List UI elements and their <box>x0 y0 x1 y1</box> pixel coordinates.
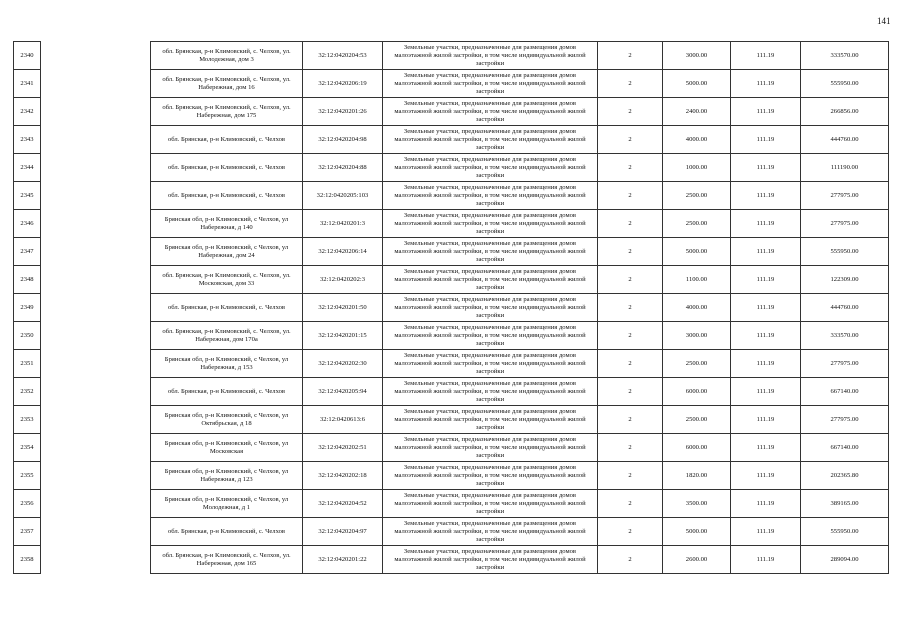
land-use-cell: Земельные участки, предназначенные для размещения домов малоэтажной жилой застройки, в том числе индивидуальной жилой застройки <box>383 322 598 350</box>
address-cell: обл. Брянская, р-н Климовский, с. Челхов <box>151 294 303 322</box>
spacer-cell <box>41 350 151 378</box>
group-cell: 2 <box>598 350 663 378</box>
area-cell: 3000.00 <box>663 322 731 350</box>
cadastral-value-cell: 333570.00 <box>801 42 889 70</box>
group-cell: 2 <box>598 322 663 350</box>
land-use-cell: Земельные участки, предназначенные для размещения домов малоэтажной жилой застройки, в том числе индивидуальной жилой застройки <box>383 546 598 574</box>
group-cell: 2 <box>598 546 663 574</box>
table-row <box>14 98 889 126</box>
row-number-cell: 2357 <box>14 518 41 546</box>
table-row <box>14 350 889 378</box>
group-cell: 2 <box>598 182 663 210</box>
area-cell: 3000.00 <box>663 42 731 70</box>
spacer-cell <box>41 378 151 406</box>
land-use-cell: Земельные участки, предназначенные для размещения домов малоэтажной жилой застройки, в том числе индивидуальной жилой застройки <box>383 434 598 462</box>
address-cell: обл. Брянская, р-н Климовский, с. Челхов <box>151 154 303 182</box>
table-row <box>14 406 889 434</box>
row-number-cell: 2347 <box>14 238 41 266</box>
cadastral-value-cell: 555950.00 <box>801 70 889 98</box>
group-cell: 2 <box>598 378 663 406</box>
group-cell: 2 <box>598 70 663 98</box>
land-use-cell: Земельные участки, предназначенные для размещения домов малоэтажной жилой застройки, в том числе индивидуальной жилой застройки <box>383 378 598 406</box>
cadastral-value-cell: 555950.00 <box>801 238 889 266</box>
cadastral-value-cell: 202365.80 <box>801 462 889 490</box>
row-number-cell: 2348 <box>14 266 41 294</box>
address-cell: обл. Брянская, р-н Климовский, с. Челхов, ул. Набережная, дом 170а <box>151 322 303 350</box>
table-row <box>14 42 889 70</box>
spacer-cell <box>41 406 151 434</box>
cadastral-value-cell: 277975.00 <box>801 350 889 378</box>
land-use-cell: Земельные участки, предназначенные для размещения домов малоэтажной жилой застройки, в том числе индивидуальной жилой застройки <box>383 518 598 546</box>
land-use-cell: Земельные участки, предназначенные для размещения домов малоэтажной жилой застройки, в том числе индивидуальной жилой застройки <box>383 182 598 210</box>
table-row <box>14 210 889 238</box>
area-cell: 1100.00 <box>663 266 731 294</box>
land-use-cell: Земельные участки, предназначенные для размещения домов малоэтажной жилой застройки, в том числе индивидуальной жилой застройки <box>383 406 598 434</box>
cadastral-number-cell: 32:12:0420204:98 <box>303 126 383 154</box>
row-number-cell: 2351 <box>14 350 41 378</box>
table-row <box>14 238 889 266</box>
cadastral-number-cell: 32:12:0420202:18 <box>303 462 383 490</box>
cadastral-number-cell: 32:12:0420205:94 <box>303 378 383 406</box>
cadastral-value-cell: 667140.00 <box>801 378 889 406</box>
row-number-cell: 2342 <box>14 98 41 126</box>
land-use-cell: Земельные участки, предназначенные для размещения домов малоэтажной жилой застройки, в том числе индивидуальной жилой застройки <box>383 350 598 378</box>
area-cell: 1820.00 <box>663 462 731 490</box>
specific-value-cell: 111.19 <box>731 182 801 210</box>
specific-value-cell: 111.19 <box>731 266 801 294</box>
address-cell: Брянская обл, р-н Климовский, с Челхов, ул Октябрьская, д 18 <box>151 406 303 434</box>
address-cell: обл. Брянская, р-н Климовский, с. Челхов <box>151 378 303 406</box>
area-cell: 6000.00 <box>663 378 731 406</box>
address-cell: Брянская обл, р-н Климовский, с Челхов, ул Молодежная, д 1 <box>151 490 303 518</box>
table-row <box>14 182 889 210</box>
group-cell: 2 <box>598 42 663 70</box>
address-cell: обл. Брянская, р-н Климовский, с. Челхов, ул. Молодежная, дом 3 <box>151 42 303 70</box>
specific-value-cell: 111.19 <box>731 490 801 518</box>
row-number-cell: 2358 <box>14 546 41 574</box>
cadastral-value-cell: 266856.00 <box>801 98 889 126</box>
row-number-cell: 2352 <box>14 378 41 406</box>
cadastral-number-cell: 32:12:0420201:50 <box>303 294 383 322</box>
group-cell: 2 <box>598 434 663 462</box>
land-use-cell: Земельные участки, предназначенные для размещения домов малоэтажной жилой застройки, в том числе индивидуальной жилой застройки <box>383 294 598 322</box>
address-cell: обл. Брянская, р-н Климовский, с. Челхов <box>151 518 303 546</box>
spacer-cell <box>41 98 151 126</box>
area-cell: 5000.00 <box>663 518 731 546</box>
row-number-cell: 2353 <box>14 406 41 434</box>
cadastral-number-cell: 32:12:0420201:22 <box>303 546 383 574</box>
cadastral-number-cell: 32:12:0420206:19 <box>303 70 383 98</box>
table-row <box>14 518 889 546</box>
table-row <box>14 322 889 350</box>
area-cell: 5000.00 <box>663 70 731 98</box>
spacer-cell <box>41 210 151 238</box>
cadastral-number-cell: 32:12:0420205:103 <box>303 182 383 210</box>
cadastral-value-cell: 277975.00 <box>801 406 889 434</box>
area-cell: 6000.00 <box>663 434 731 462</box>
specific-value-cell: 111.19 <box>731 406 801 434</box>
table-row <box>14 154 889 182</box>
table-row <box>14 126 889 154</box>
specific-value-cell: 111.19 <box>731 434 801 462</box>
area-cell: 4000.00 <box>663 294 731 322</box>
cadastral-number-cell: 32:12:0420204:53 <box>303 42 383 70</box>
address-cell: Брянская обл, р-н Климовский, с Челхов, ул Набережная, д 140 <box>151 210 303 238</box>
spacer-cell <box>41 126 151 154</box>
spacer-cell <box>41 490 151 518</box>
cadastral-value-cell: 444760.00 <box>801 126 889 154</box>
row-number-cell: 2350 <box>14 322 41 350</box>
area-cell: 2400.00 <box>663 98 731 126</box>
land-use-cell: Земельные участки, предназначенные для размещения домов малоэтажной жилой застройки, в том числе индивидуальной жилой застройки <box>383 70 598 98</box>
group-cell: 2 <box>598 210 663 238</box>
specific-value-cell: 111.19 <box>731 98 801 126</box>
land-use-cell: Земельные участки, предназначенные для размещения домов малоэтажной жилой застройки, в том числе индивидуальной жилой застройки <box>383 490 598 518</box>
area-cell: 4000.00 <box>663 126 731 154</box>
table-row <box>14 266 889 294</box>
cadastral-value-cell: 444760.00 <box>801 294 889 322</box>
cadastral-value-cell: 667140.00 <box>801 434 889 462</box>
row-number-cell: 2344 <box>14 154 41 182</box>
address-cell: Брянская обл, р-н Климовский, с Челхов, ул Набережная, д 123 <box>151 462 303 490</box>
specific-value-cell: 111.19 <box>731 546 801 574</box>
cadastral-number-cell: 32:12:0420204:52 <box>303 490 383 518</box>
spacer-cell <box>41 322 151 350</box>
address-cell: обл. Брянская, р-н Климовский, с. Челхов <box>151 182 303 210</box>
cadastral-value-table <box>13 41 889 574</box>
area-cell: 2500.00 <box>663 210 731 238</box>
specific-value-cell: 111.19 <box>731 322 801 350</box>
spacer-cell <box>41 70 151 98</box>
spacer-cell <box>41 434 151 462</box>
address-cell: обл. Брянская, р-н Климовский, с. Челхов, ул. Набережная, дом 16 <box>151 70 303 98</box>
spacer-cell <box>41 546 151 574</box>
area-cell: 1000.00 <box>663 154 731 182</box>
area-cell: 2500.00 <box>663 350 731 378</box>
row-number-cell: 2341 <box>14 70 41 98</box>
row-number-cell: 2356 <box>14 490 41 518</box>
cadastral-value-cell: 111190.00 <box>801 154 889 182</box>
land-use-cell: Земельные участки, предназначенные для размещения домов малоэтажной жилой застройки, в том числе индивидуальной жилой застройки <box>383 238 598 266</box>
row-number-cell: 2354 <box>14 434 41 462</box>
row-number-cell: 2355 <box>14 462 41 490</box>
spacer-cell <box>41 42 151 70</box>
area-cell: 2500.00 <box>663 406 731 434</box>
group-cell: 2 <box>598 294 663 322</box>
cadastral-value-cell: 122309.00 <box>801 266 889 294</box>
cadastral-value-cell: 277975.00 <box>801 210 889 238</box>
cadastral-number-cell: 32:12:0420201:26 <box>303 98 383 126</box>
specific-value-cell: 111.19 <box>731 378 801 406</box>
row-number-cell: 2340 <box>14 42 41 70</box>
address-cell: Брянская обл, р-н Климовский, с Челхов, ул Набережная, дом 24 <box>151 238 303 266</box>
specific-value-cell: 111.19 <box>731 294 801 322</box>
group-cell: 2 <box>598 406 663 434</box>
row-number-cell: 2346 <box>14 210 41 238</box>
land-use-cell: Земельные участки, предназначенные для размещения домов малоэтажной жилой застройки, в том числе индивидуальной жилой застройки <box>383 462 598 490</box>
land-use-cell: Земельные участки, предназначенные для размещения домов малоэтажной жилой застройки, в том числе индивидуальной жилой застройки <box>383 126 598 154</box>
cadastral-number-cell: 32:12:0420204:97 <box>303 518 383 546</box>
cadastral-number-cell: 32:12:0420201:15 <box>303 322 383 350</box>
specific-value-cell: 111.19 <box>731 42 801 70</box>
cadastral-number-cell: 32:12:0420204:88 <box>303 154 383 182</box>
area-cell: 3500.00 <box>663 490 731 518</box>
group-cell: 2 <box>598 490 663 518</box>
cadastral-number-cell: 32:12:0420201:3 <box>303 210 383 238</box>
table-row <box>14 294 889 322</box>
row-number-cell: 2343 <box>14 126 41 154</box>
cadastral-value-cell: 277975.00 <box>801 182 889 210</box>
specific-value-cell: 111.19 <box>731 70 801 98</box>
table-row <box>14 434 889 462</box>
land-use-cell: Земельные участки, предназначенные для размещения домов малоэтажной жилой застройки, в том числе индивидуальной жилой застройки <box>383 266 598 294</box>
cadastral-value-cell: 389165.00 <box>801 490 889 518</box>
group-cell: 2 <box>598 266 663 294</box>
specific-value-cell: 111.19 <box>731 154 801 182</box>
row-number-cell: 2345 <box>14 182 41 210</box>
table-row <box>14 70 889 98</box>
land-use-cell: Земельные участки, предназначенные для размещения домов малоэтажной жилой застройки, в том числе индивидуальной жилой застройки <box>383 154 598 182</box>
table-row <box>14 378 889 406</box>
address-cell: обл. Брянская, р-н Климовский, с. Челхов, ул. Набережная, дом 175 <box>151 98 303 126</box>
land-use-cell: Земельные участки, предназначенные для размещения домов малоэтажной жилой застройки, в том числе индивидуальной жилой застройки <box>383 98 598 126</box>
area-cell: 2600.00 <box>663 546 731 574</box>
land-use-cell: Земельные участки, предназначенные для размещения домов малоэтажной жилой застройки, в том числе индивидуальной жилой застройки <box>383 42 598 70</box>
group-cell: 2 <box>598 154 663 182</box>
table-row <box>14 462 889 490</box>
table-row <box>14 546 889 574</box>
cadastral-number-cell: 32:12:0420206:14 <box>303 238 383 266</box>
specific-value-cell: 111.19 <box>731 350 801 378</box>
cadastral-value-cell: 289094.00 <box>801 546 889 574</box>
page-number: 141 <box>877 16 891 26</box>
cadastral-number-cell: 32:12:0420202:30 <box>303 350 383 378</box>
specific-value-cell: 111.19 <box>731 518 801 546</box>
row-number-cell: 2349 <box>14 294 41 322</box>
address-cell: обл. Брянская, р-н Климовский, с. Челхов <box>151 126 303 154</box>
specific-value-cell: 111.19 <box>731 462 801 490</box>
group-cell: 2 <box>598 518 663 546</box>
spacer-cell <box>41 518 151 546</box>
group-cell: 2 <box>598 462 663 490</box>
area-cell: 2500.00 <box>663 182 731 210</box>
cadastral-number-cell: 32:12:0420202:3 <box>303 266 383 294</box>
group-cell: 2 <box>598 98 663 126</box>
spacer-cell <box>41 238 151 266</box>
spacer-cell <box>41 154 151 182</box>
cadastral-value-cell: 555950.00 <box>801 518 889 546</box>
cadastral-number-cell: 32:12:0420202:51 <box>303 434 383 462</box>
group-cell: 2 <box>598 238 663 266</box>
address-cell: Брянская обл, р-н Климовский, с Челхов, ул Набережная, д 153 <box>151 350 303 378</box>
cadastral-number-cell: 32:12:0420613:6 <box>303 406 383 434</box>
spacer-cell <box>41 462 151 490</box>
area-cell: 5000.00 <box>663 238 731 266</box>
specific-value-cell: 111.19 <box>731 210 801 238</box>
address-cell: обл. Брянская, р-н Климовский, с. Челхов, ул. Московская, дом 33 <box>151 266 303 294</box>
spacer-cell <box>41 182 151 210</box>
specific-value-cell: 111.19 <box>731 238 801 266</box>
address-cell: Брянская обл, р-н Климовский, с Челхов, ул Московская <box>151 434 303 462</box>
specific-value-cell: 111.19 <box>731 126 801 154</box>
address-cell: обл. Брянская, р-н Климовский, с. Челхов, ул. Набережная, дом 165 <box>151 546 303 574</box>
group-cell: 2 <box>598 126 663 154</box>
spacer-cell <box>41 294 151 322</box>
table-row <box>14 490 889 518</box>
cadastral-value-cell: 333570.00 <box>801 322 889 350</box>
spacer-cell <box>41 266 151 294</box>
land-use-cell: Земельные участки, предназначенные для размещения домов малоэтажной жилой застройки, в том числе индивидуальной жилой застройки <box>383 210 598 238</box>
